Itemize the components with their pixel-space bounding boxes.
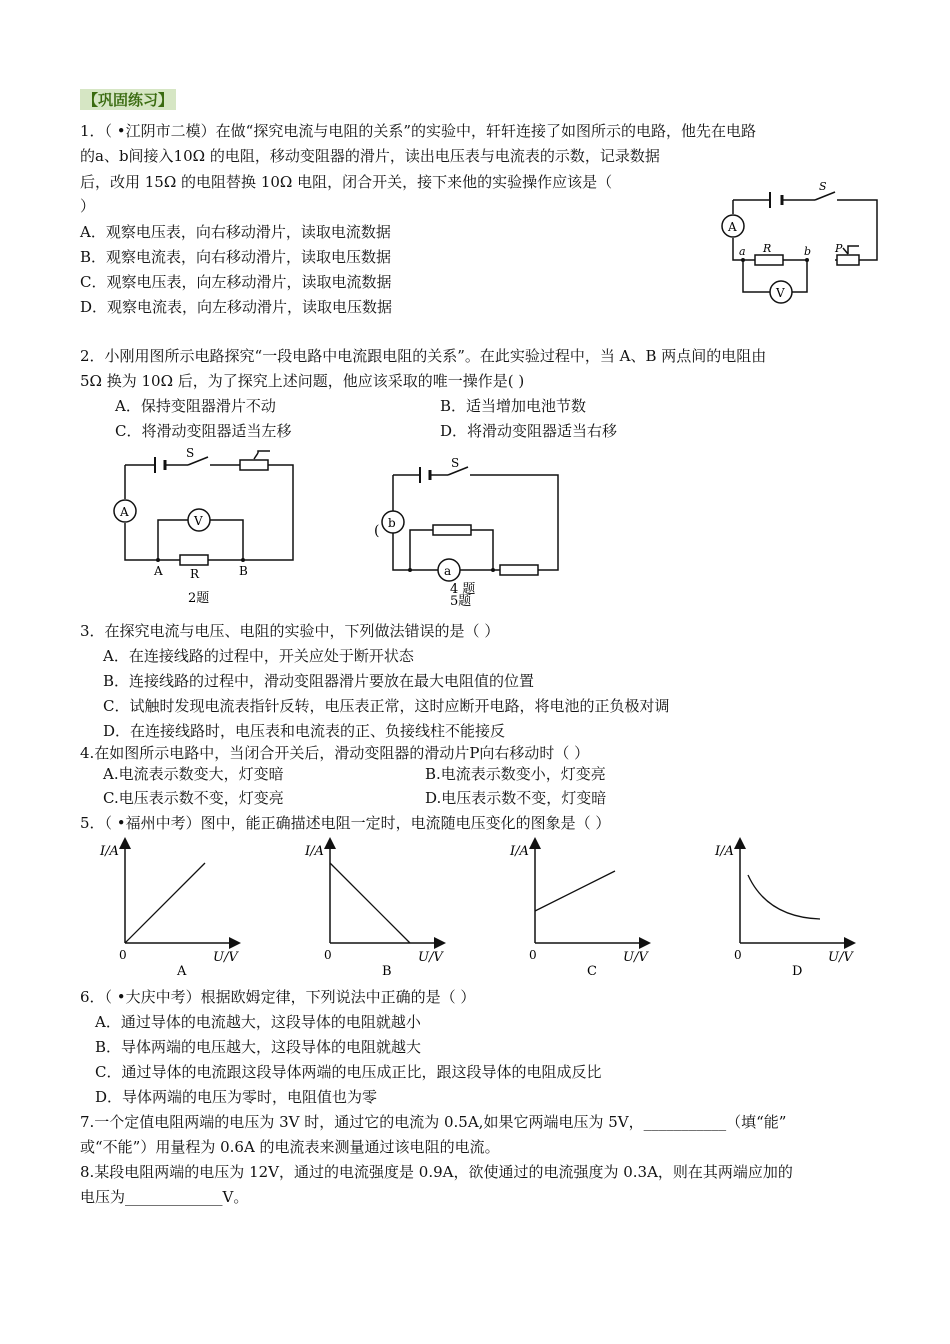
graph-b-ylabel: I/A [305, 844, 324, 859]
section-title: 【巩固练习】 [80, 89, 176, 110]
q3-option-d: D．在连接线路时，电压表和电流表的正、负接线柱不能接反 [103, 722, 506, 740]
q2-option-a: A．保持变阻器滑片不动 [115, 397, 276, 415]
graph-b-xlabel: U/V [418, 950, 443, 965]
q2-option-c: C．将滑动变阻器适当左移 [115, 422, 292, 440]
q2-option-d: D．将滑动变阻器适当右移 [440, 422, 618, 440]
q1-option-b: B．观察电流表，向右移动滑片，读取电压数据 [80, 248, 392, 266]
q1-line-4: ） [80, 197, 96, 215]
graph-a-ylabel: I/A [100, 844, 119, 859]
graph-a-origin: 0 [119, 948, 127, 962]
q4-option-c: C.电压表示数不变，灯变亮 [103, 789, 284, 807]
graph-d-ylabel: I/A [715, 844, 734, 859]
q1-fig-voltmeter-label: V [776, 286, 785, 300]
q4-fig-caption: 4 题 [450, 582, 476, 597]
q1-fig-resistor-label: R [763, 242, 772, 255]
q6-option-c: C．通过导体的电流跟这段导体两端的电压成正比，跟这段导体的电阻成反比 [95, 1063, 602, 1081]
graph-a-label: A [177, 964, 187, 979]
graph-c-xlabel: U/V [623, 950, 648, 965]
q2-line-2: 5Ω 换为 10Ω 后，为了探究上述问题，他应该采取的唯一操作是( ) [80, 372, 525, 390]
q2-fig-switch-label: S [186, 446, 195, 460]
q8-line-1: 8.某段电阻两端的电压为 12V，通过的电流强度是 0.9A，欲使通过的电流强度为 0.3A，则在其两端应加的 [80, 1163, 793, 1181]
q7-line-1: 7.一个定值电阻两端的电压为 3V 时，通过它的电流为 0.5A,如果它两端电压为 5V，___________（填“能” [80, 1113, 787, 1131]
q2-line-1: 2．小刚用图所示电路探究“一段电路中电流跟电阻的关系”。在此实验过程中，当 A、B 两点间的电阻由 [80, 347, 767, 365]
q3-option-a: A．在连接线路的过程中，开关应处于断开状态 [103, 647, 414, 665]
q7-line-2: 或“不能”）用量程为 0.6A 的电流表来测量通过该电阻的电流。 [80, 1138, 500, 1156]
q4-fig-paren: ( [374, 523, 380, 539]
q1-line-3: 后，改用 15Ω 的电阻替换 10Ω 电阻，闭合开关，接下来他的实验操作应该是（ [80, 173, 613, 191]
q6-option-d: D．导体两端的电压为零时，电阻值也为零 [95, 1088, 378, 1106]
q2-fig-voltmeter-label: V [194, 514, 203, 528]
graph-c-line [535, 871, 615, 911]
q3-option-b: B．连接线路的过程中，滑动变阻器滑片要放在最大电阻值的位置 [103, 672, 535, 690]
q1-line-1: 1．（ •江阴市二模）在做“探究电流与电阻的关系”的实验中，轩轩连接了如图所示的电路，他先在电路 [80, 122, 757, 140]
q1-line-2: 的a、b间接入10Ω 的电阻，移动变阻器的滑片，读出电压表与电流表的示数，记录数据 [80, 147, 660, 165]
graph-b-origin: 0 [324, 948, 332, 962]
q4-fig-meter-a: a [444, 564, 452, 578]
graph-c-origin: 0 [529, 948, 537, 962]
q1-fig-ammeter-label: A [728, 220, 737, 234]
q5-line: 5．（ •福州中考）图中，能正确描述电阻一定时，电流随电压变化的图象是（ ） [80, 814, 611, 832]
q5-fig-caption: 5题 [450, 594, 472, 609]
q1-option-a: A．观察电压表，向右移动滑片，读取电流数据 [80, 223, 391, 241]
q6-option-a: A．通过导体的电流越大，这段导体的电阻就越小 [95, 1013, 421, 1031]
q6-line: 6．（ •大庆中考）根据欧姆定律，下列说法中正确的是（ ） [80, 988, 476, 1006]
q5-graph-figure [90, 835, 870, 980]
q1-circuit-diagram [715, 180, 885, 305]
q8-line-2: 电压为_____________V。 [80, 1188, 249, 1206]
q2-fig-resistor-label: R [190, 567, 200, 581]
graph-c-ylabel: I/A [510, 844, 529, 859]
q3-option-c: C．试触时发现电流表指针反转，电压表正常，这时应断开电路，将电池的正负极对调 [103, 697, 670, 715]
q1-fig-rheostat-label: P [835, 242, 843, 255]
q2-fig-caption: 2题 [188, 591, 210, 606]
graph-d-label: D [792, 964, 803, 979]
q4-option-a: A.电流表示数变大，灯变暗 [103, 765, 284, 783]
graph-b-line [330, 863, 410, 943]
graph-a-line [125, 863, 205, 943]
q2-option-b: B．适当增加电池节数 [440, 397, 587, 415]
graph-a-xlabel: U/V [213, 950, 238, 965]
q2-fig-ammeter-label: A [120, 505, 129, 519]
q4-option-d: D.电压表示数不变，灯变暗 [425, 789, 607, 807]
q2-fig-node-a: A [154, 564, 163, 578]
graph-d-origin: 0 [734, 948, 742, 962]
q2-fig-node-b: B [239, 564, 248, 578]
q4-fig-meter-b: b [388, 516, 396, 530]
graph-d-curve [748, 875, 820, 919]
q1-option-c: C．观察电压表，向左移动滑片，读取电流数据 [80, 273, 392, 291]
q1-fig-node-a: a [739, 245, 746, 258]
q4-line: 4.在如图所示电路中，当闭合开关后，滑动变阻器的滑动片P向右移动时（ ） [80, 744, 590, 762]
q6-option-b: B．导体两端的电压越大，这段导体的电阻就越大 [95, 1038, 422, 1056]
q2-circuit-diagram [110, 445, 305, 610]
q1-fig-node-b: b [804, 245, 812, 258]
q3-line: 3．在探究电流与电压、电阻的实验中，下列做法错误的是（ ） [80, 622, 500, 640]
graph-b-label: B [382, 964, 392, 979]
q4-circuit-diagram [368, 455, 568, 610]
graph-c-label: C [587, 964, 597, 979]
graph-d-xlabel: U/V [828, 950, 853, 965]
q1-fig-switch-label: S [819, 180, 827, 193]
q1-option-d: D．观察电流表，向左移动滑片，读取电压数据 [80, 298, 393, 316]
q4-option-b: B.电流表示数变小，灯变亮 [425, 765, 606, 783]
q4-fig-switch-label: S [451, 456, 460, 470]
